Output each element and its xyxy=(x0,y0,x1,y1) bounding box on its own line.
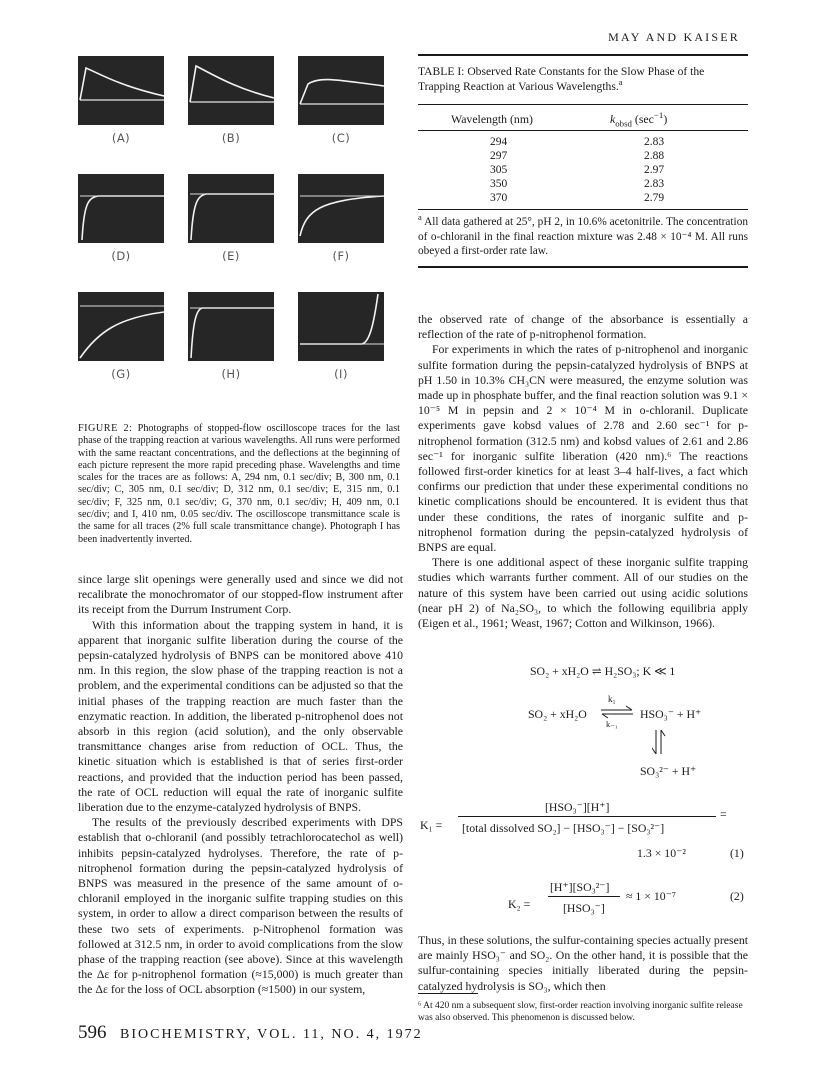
right-paragraph-4: Thus, in these solutions, the sulfur-containing species actually present are mainly HSO₃⁻ and SO₂. On the other hand, it is possible that the sulfur-containing species initially liberated during the pepsin-catalyzed hydrolysis is SO₃, which then xyxy=(418,933,749,993)
right-paragraph-3: There is one additional aspect of these inorganic sulfite trapping studies which warrants further comment. All of our studies on the nature of this system have been carried out using acidic solutions (near pH 2) of Na₂SO₃, to which the following equilibria apply (Eigen et al., 1961; Weast, 1967; Cotton and Wilkinson, 1966). xyxy=(418,555,748,631)
table-cell-k: 2.88 xyxy=(644,150,665,162)
trace-panel-b xyxy=(188,56,274,125)
trace-panel-d xyxy=(78,174,164,243)
table-cell-k: 2.97 xyxy=(644,164,665,176)
trace-panel-a xyxy=(78,56,164,125)
left-column xyxy=(78,572,403,998)
table-label: TABLE I: xyxy=(418,65,465,78)
left-paragraph-3: The results of the previously described experiments with DPS establish that o-chloranil (and possibly tetrachlorocatechol as well) inhibits pepsin-catalyzed hydrolyses. Therefore, the rate of p-nitrophenol formation during the pepsin-catalyzed hydrolysis of BNPS was measured in the presence of the same amount of o-chloranil employed in the inorganic sulfite trapping studies on this system, in order to allow a direct comparison between the results of these two sets of experiments. p-Nitrophenol formation was followed at 312.5 nm, in order to avoid complications from the slow phase of the trapping reaction (see above). Since at this wavelength the Δε for p-nitrophenol formation (≈15,000) is much greater than the Δε for the loss of OCL absorption (≈1500) in our system, xyxy=(78,815,403,997)
rate-constant-reverse: k₋₁ xyxy=(606,719,618,729)
eq1-numerator: [HSO₃⁻][H⁺] xyxy=(545,800,610,814)
table-note-text: All data gathered at 25°, pH 2, in 10.6% acetonitrile. The concentration of o-chloranil in the final reaction mixture was 2.48 × 10⁻⁴ M. All runs obeyed a first-order rate law. xyxy=(418,216,748,257)
table-title-text: Observed Rate Constants for the Slow Phase of the Trapping Reaction at Various Wavelengths. xyxy=(418,65,705,93)
panel-label-f: (F) xyxy=(332,249,350,263)
table-note-mark: a xyxy=(418,212,422,223)
table-header-kobsd xyxy=(610,112,667,127)
kobsd-sub: obsd xyxy=(615,118,632,129)
vertical-equilibrium-arrow-icon xyxy=(652,728,666,756)
table-top-rule xyxy=(418,54,748,56)
equilibrium-b-left: SO₂ + xH₂O xyxy=(528,707,587,721)
table-title-mark: a xyxy=(618,76,623,87)
eq2-denominator: [HSO₃⁻] xyxy=(563,901,605,915)
eq1-denominator: [total dissolved SO₂] − [HSO₃⁻] − [SO₃²⁻] xyxy=(462,821,665,835)
rate-constant-forward: k₁ xyxy=(608,694,616,704)
eq1-equals: = xyxy=(720,807,727,821)
eq2-fraction-bar xyxy=(548,896,620,897)
kobsd-close: ) xyxy=(663,112,668,126)
trace-panel-e xyxy=(188,174,274,243)
panel-label-e: (E) xyxy=(222,249,240,263)
right-paragraph-2: For experiments in which the rates of p-nitrophenol and inorganic sulfite formation during the pepsin-catalyzed hydrolysis of BNPS at pH 1.50 in 10.3% CH₃CN were measured, the enzyme solution was made up in phosphate buffer, and the final reaction solution was 9.1 × 10⁻⁵ M in pepsin and 2 × 10⁻⁴ M in o-chloranil. Duplicate experiments gave kobsd values of 2.78 and 2.60 sec⁻¹ for p-nitrophenol formation (312.5 nm) and kobsd values of 2.61 and 2.86 sec⁻¹ for inorganic sulfite liberation (420 nm).⁶ The reactions followed first-order kinetics for at least 3–4 half-lives, a fact which confirms our prediction that under these experimental conditions no kinetic complications should be encountered. It is evident thus that under these conditions, the rates of inorganic sulfite and p-nitrophenol formation during the pepsin-catalyzed hydrolysis of BNPS are equal. xyxy=(418,342,748,555)
journal-citation: BIOCHEMISTRY, VOL. 11, NO. 4, 1972 xyxy=(120,1027,423,1042)
eq2-numerator: [H⁺][SO₃²⁻] xyxy=(550,880,610,894)
panel-label-a: (A) xyxy=(111,131,131,145)
footnote-text: At 420 nm a subsequent slow, first-order reaction involving inorganic sulfite release was also observed. This phenomenon is discussed below. xyxy=(418,1001,743,1023)
table-header-top-rule xyxy=(418,104,748,105)
trace-panel-c xyxy=(298,56,384,125)
panel-label-d: (D) xyxy=(111,249,131,263)
eq1-value: 1.3 × 10⁻² xyxy=(637,846,686,860)
table-footnote xyxy=(418,212,748,259)
eq2-lhs: K₂ = xyxy=(508,897,531,911)
table-cell-k: 2.83 xyxy=(644,178,665,190)
panel-label-h: (H) xyxy=(221,367,241,381)
eq1-lhs: K₁ = xyxy=(420,818,443,832)
figure-caption xyxy=(78,423,400,546)
kobsd-exp: −1 xyxy=(653,110,664,121)
footnote-mark: ⁶ xyxy=(418,1001,422,1011)
caption-text: Photographs of stopped-flow oscilloscope traces for the last phase of the trapping reaction at various wavelengths. All runs were performed with the same reactant concentrations, and the deflections at the beginning of each picture represent the more rapid preceding phase. Wavelengths and time scales for the traces are as follows: A, 294 nm, 0.1 sec/div; B, 300 nm, 0.1 sec/div; C, 305 nm, 0.1 sec/div; D, 312 nm, 0.1 sec/div; E, 315 nm, 0.1 sec/div; F, 325 nm, 0.1 sec/div; G, 370 nm, 0.1 sec/div; H, 409 nm, 0.1 sec/div; and I, 410 nm, 0.05 sec/div. The oscilloscope transmittance scale is the same for all traces (2% full scale transmittance change). Photograph I has been inadvertently inverted. xyxy=(78,423,400,545)
left-paragraph-2: With this information about the trapping system in hand, it is apparent that inorganic sulfite liberation during the course of the pepsin-catalyzed hydrolysis of BNPS can be monitored above 410 nm. In this region, the slow phase of the trapping reaction is not a problem, and the experimental conditions can be adjusted so that the initial phases of the trapping reaction are much faster than the enzymatic reaction. In addition, the liberated p-nitrophenol does not absorb in this region (acid solution), and the only observable transmittance changes arise from reduction of OCL. Thus, the kinetic situation which is established is that of series first-order reactions, and provided that the induction period has been passed, the rate of OCL reduction will equal the rate of inorganic sulfite liberation due to the enzyme-catalyzed hydrolysis of BNPS. xyxy=(78,617,403,815)
equilibrium-b-right: HSO₃⁻ + H⁺ xyxy=(640,707,702,721)
table-title xyxy=(418,65,748,94)
kobsd-k: k xyxy=(610,112,616,126)
trace-panel-g xyxy=(78,292,164,361)
table-cell-wavelength: 370 xyxy=(490,192,508,204)
footnote-rule xyxy=(418,993,478,994)
table-cell-wavelength: 350 xyxy=(490,178,508,190)
right-column-continued xyxy=(418,933,748,994)
oscilloscope-figure xyxy=(70,48,400,388)
trace-panel-h xyxy=(188,292,274,361)
trace-panel-f xyxy=(298,174,384,243)
table-bottom-rule xyxy=(418,209,748,210)
equilibrium-arrow-icon xyxy=(600,705,634,719)
panel-label-i: (I) xyxy=(334,367,348,381)
kobsd-unit: (sec xyxy=(631,112,654,126)
eq1-fraction-bar xyxy=(458,816,716,817)
caption-label: FIGURE 2: xyxy=(78,423,133,434)
equilibrium-c: SO₃²⁻ + H⁺ xyxy=(640,764,697,778)
table-header-wavelength: Wavelength (nm) xyxy=(451,112,533,126)
table-cell-k: 2.83 xyxy=(644,136,665,148)
page-footer xyxy=(78,1022,423,1044)
table-cell-wavelength: 294 xyxy=(490,136,508,148)
eq2-number: (2) xyxy=(730,889,744,903)
table-header-bottom-rule xyxy=(418,130,748,131)
trace-panel-i xyxy=(298,292,384,361)
right-paragraph-1: the observed rate of change of the absorbance is essentially a reflection of the rate of p-nitrophenol formation. xyxy=(418,312,748,342)
table-end-rule xyxy=(418,266,748,268)
panel-label-g: (G) xyxy=(111,367,131,381)
panel-label-b: (B) xyxy=(221,131,241,145)
running-header: MAY AND KAISER xyxy=(608,30,740,44)
table-cell-wavelength: 297 xyxy=(490,150,508,162)
right-column xyxy=(418,312,748,631)
left-paragraph-1: since large slit openings were generally used and since we did not recalibrate the monochromator of our stopped-flow instrument after its receipt from the Durrum Instrument Corp. xyxy=(78,572,403,617)
table-cell-k: 2.79 xyxy=(644,192,665,204)
panel-label-c: (C) xyxy=(331,131,351,145)
eq2-value: ≈ 1 × 10⁻⁷ xyxy=(626,889,677,903)
eq1-number: (1) xyxy=(730,846,744,860)
page-number: 596 xyxy=(78,1022,107,1043)
equilibrium-a: SO₂ + xH₂O ⇌ H₂SO₃; K ≪ 1 xyxy=(530,664,676,678)
footnote xyxy=(418,1000,748,1024)
table-cell-wavelength: 305 xyxy=(490,164,508,176)
